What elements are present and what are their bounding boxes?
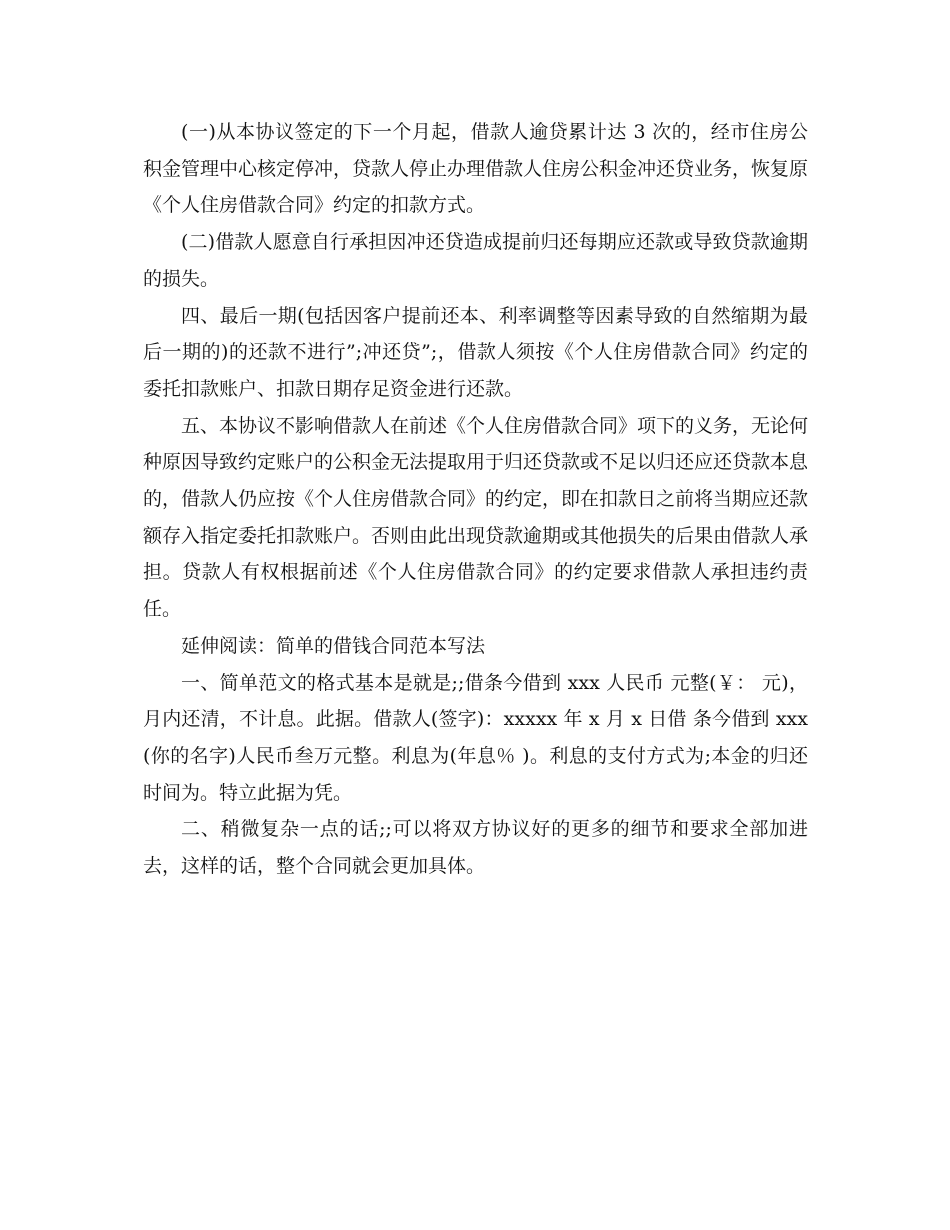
sample-paragraph-detailed: 二、稍微复杂一点的话;;可以将双方协议好的更多的细节和要求全部加进去，这样的话，整个合同就会更加具体。 — [143, 818, 808, 878]
clause-paragraph-borrower-liability: (二)借款人愿意自行承担因冲还贷造成提前归还每期应还款或导致贷款逾期的损失。 — [143, 231, 808, 290]
sample-paragraph-simple: 一、简单范文的格式基本是就是;;借条今借到 xxx 人民币 元整(￥： 元)， 月内还清，不计息。此据。借款人(签字)：xxxxx 年 x 月 x 日借 条今借到 xxx(你的名字)人民币叁万元整。利息为(年息％ )。利息的支付方式为;本金的归还时间为。特立此据为凭。 — [143, 671, 808, 804]
extended-reading-heading: 延伸阅读：简单的借钱合同范本写法 — [181, 634, 486, 657]
clause-paragraph-obligations: 五、本协议不影响借款人在前述《个人住房借款合同》项下的义务，无论何种原因导致约定账户的公积金无法提取用于归还贷款或不足以归还应还贷款本息的，借款人仍应按《个人住房借款合同》的约定，即在扣款日之前将当期应还款额存入指定委托扣款账户。否则由此出现贷款逾期或其他损失的后果由借款人承担。贷款人有权根据前述《个人住房借款合同》的约定要求借款人承担违约责任。 — [143, 414, 809, 621]
document-body — [143, 114, 808, 885]
clause-paragraph-final-installment: 四、最后一期(包括因客户提前还本、利率调整等因素导致的自然缩期为最后一期的)的还款不进行”;冲还贷”;，借款人须按《个人住房借款合同》约定的委托扣款账户、扣款日期存足资金进行还款。 — [143, 304, 808, 400]
clause-paragraph-stop-offset: (一)从本协议签定的下一个月起，借款人逾贷累计达 3 次的，经市住房公积金管理中心核定停冲，贷款人停止办理借款人住房公积金冲还贷业务，恢复原《个人住房借款合同》约定的扣款方式。 — [143, 121, 809, 217]
